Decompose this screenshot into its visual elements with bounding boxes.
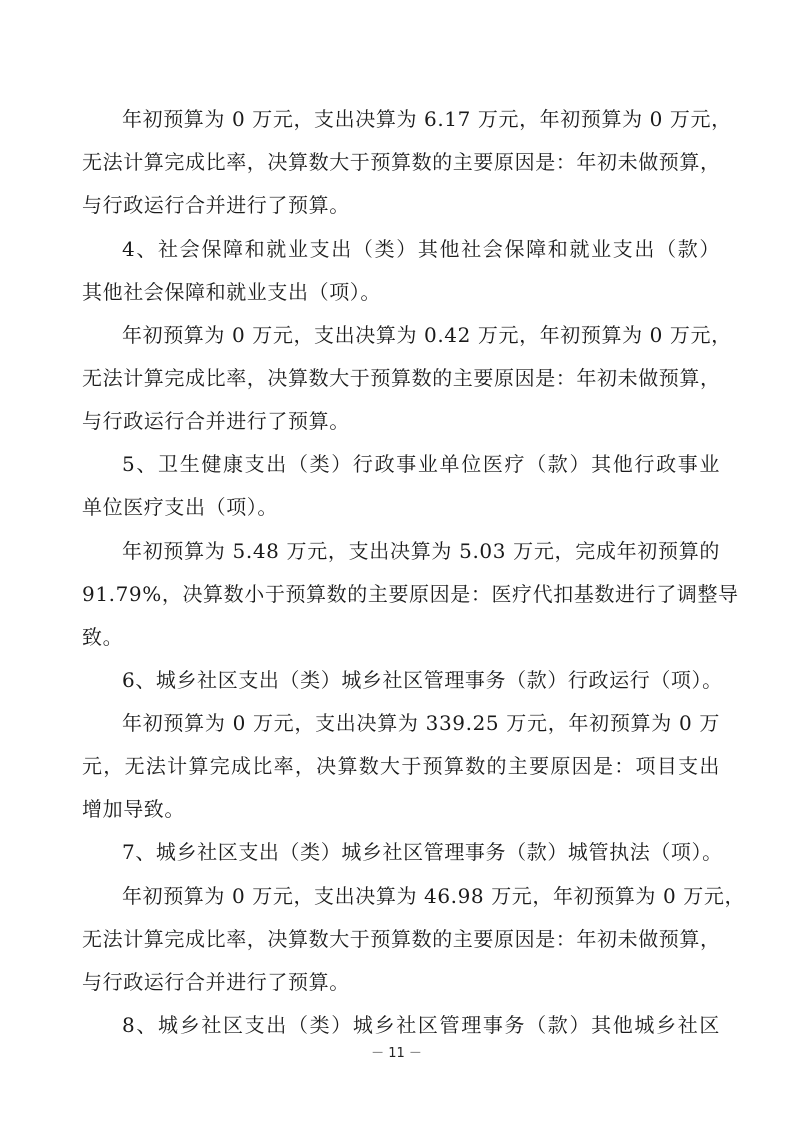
text-line: 增加导致。 — [82, 797, 185, 821]
section-heading-4: 4、社会保障和就业支出（类）其他社会保障和就业支出（款） — [122, 237, 720, 261]
text-line: 无法计算完成比率，决算数大于预算数的主要原因是：年初未做预算， — [82, 366, 721, 390]
text-line: 年初预算为 0 万元，支出决算为 0.42 万元，年初预算为 0 万元， — [122, 323, 732, 347]
section-heading-8: 8、城乡社区支出（类）城乡社区管理事务（款）其他城乡社区 — [122, 1013, 720, 1037]
text-line: 无法计算完成比率，决算数大于预算数的主要原因是：年初未做预算， — [82, 150, 721, 174]
text-line: 年初预算为 0 万元，支出决算为 339.25 万元，年初预算为 0 万 — [122, 711, 720, 735]
text-line: 与行政运行合并进行了预算。 — [82, 970, 350, 994]
text-line: 年初预算为 0 万元，支出决算为 46.98 万元，年初预算为 0 万元， — [122, 884, 746, 908]
page-number: － 11 － — [371, 1046, 422, 1061]
text-line: 元，无法计算完成比率，决算数大于预算数的主要原因是：项目支出 — [82, 754, 720, 778]
section-heading-4-cont: 其他社会保障和就业支出（项）。 — [82, 280, 381, 304]
text-line: 与行政运行合并进行了预算。 — [82, 193, 350, 217]
section-heading-5-cont: 单位医疗支出（项）。 — [82, 495, 278, 519]
text-line: 无法计算完成比率，决算数大于预算数的主要原因是：年初未做预算， — [82, 927, 721, 951]
text-line: 致。 — [82, 625, 124, 649]
section-heading-5: 5、卫生健康支出（类）行政事业单位医疗（款）其他行政事业 — [122, 452, 720, 476]
section-heading-7: 7、城乡社区支出（类）城乡社区管理事务（款）城管执法（项）。 — [122, 840, 723, 864]
text-line: 91.79%，决算数小于预算数的主要原因是：医疗代扣基数进行了调整导 — [82, 582, 739, 606]
text-line: 年初预算为 5.48 万元，支出决算为 5.03 万元，完成年初预算的 — [122, 539, 720, 563]
text-line: 与行政运行合并进行了预算。 — [82, 409, 350, 433]
text-line: 年初预算为 0 万元，支出决算为 6.17 万元，年初预算为 0 万元， — [122, 107, 732, 131]
section-heading-6: 6、城乡社区支出（类）城乡社区管理事务（款）行政运行（项）。 — [122, 668, 723, 692]
